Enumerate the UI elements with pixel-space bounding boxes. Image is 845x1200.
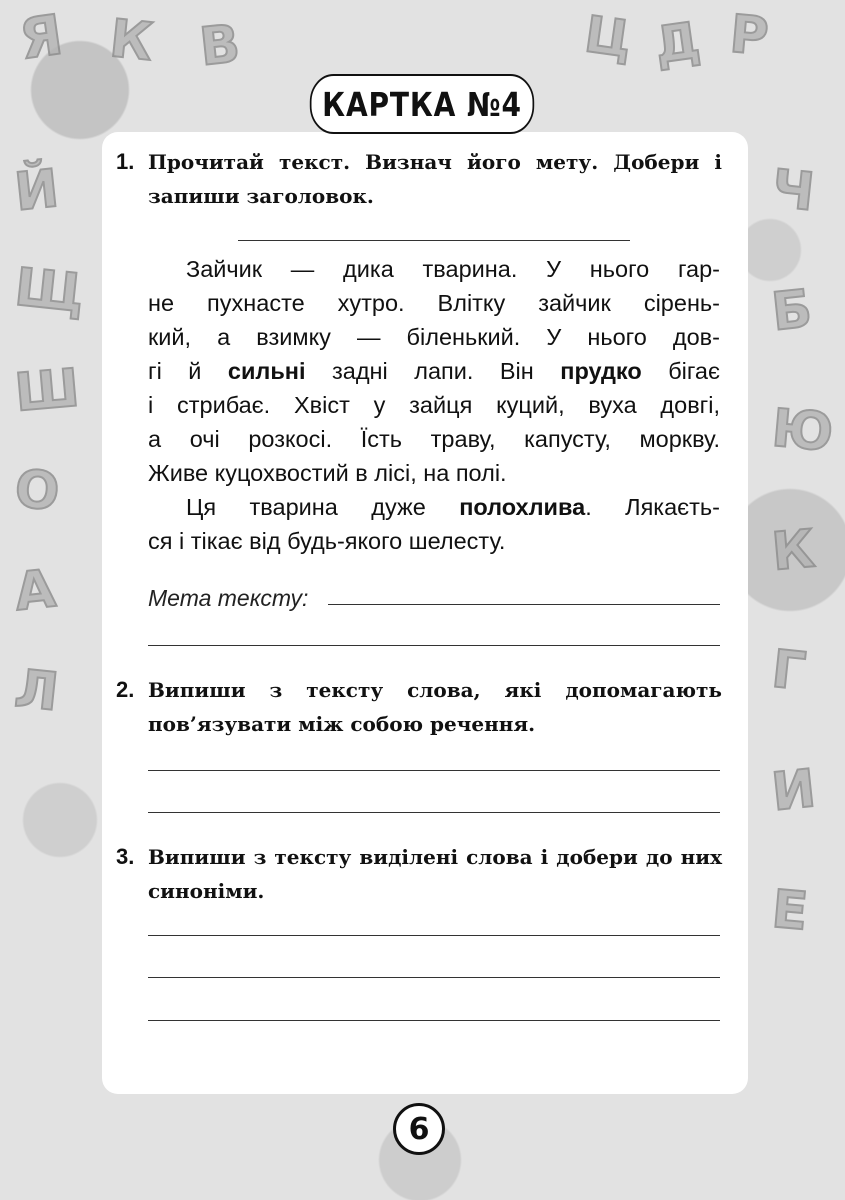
text-segment: не пухнасте хутро. Влітку зайчик сірень-	[148, 290, 720, 316]
decor-letter: Щ	[12, 257, 87, 325]
task-number: 3.	[116, 844, 135, 869]
text-line	[148, 456, 720, 490]
text-segment: задні лапи. Він	[305, 358, 561, 384]
highlighted-word: полохлива	[459, 494, 586, 520]
decor-letter: Ю	[769, 398, 836, 464]
goal-answer-line[interactable]	[148, 645, 720, 646]
decor-letter: К	[106, 8, 156, 74]
highlighted-word: сильні	[227, 358, 306, 384]
answer-line[interactable]	[148, 1020, 720, 1021]
text-segment: Живе куцохвостий в лісі, на полі.	[148, 460, 507, 486]
answer-line[interactable]	[148, 977, 720, 978]
text-line	[148, 354, 720, 388]
decor-letter: Е	[769, 879, 811, 943]
answer-line[interactable]	[148, 812, 720, 813]
decor-letter: О	[12, 459, 62, 523]
task-text: Випиши з тексту слова, які допомагають пов’язувати між собою речення.	[148, 678, 722, 736]
decor-letter: В	[196, 14, 243, 78]
reading-text	[148, 252, 720, 558]
task-text: Прочитай текст. Визнач його мету. Добери і запиши заголовок.	[148, 150, 722, 208]
text-line	[148, 388, 720, 422]
text-segment: бігає	[641, 358, 720, 384]
decor-letter: А	[11, 559, 59, 623]
answer-line[interactable]	[148, 935, 720, 936]
decor-letter: Л	[11, 658, 62, 724]
decor-letter: Б	[768, 279, 815, 343]
text-line	[148, 422, 720, 456]
highlighted-word: прудко	[560, 358, 642, 384]
decor-letter: Й	[11, 158, 62, 224]
page-number: 6	[393, 1103, 445, 1155]
goal-answer-line[interactable]	[328, 604, 720, 605]
text-line	[148, 524, 720, 558]
decor-letter: И	[768, 758, 819, 824]
decor-letter: Г	[768, 639, 809, 703]
decor-letter: Я	[15, 2, 67, 72]
decor-letter: Ш	[12, 358, 82, 424]
text-segment: . Лякаєть-	[585, 494, 720, 520]
decor-letter: Ц	[581, 5, 636, 69]
decor-letter: Ч	[768, 158, 818, 224]
text-segment: і стрибає. Хвіст у зайця куций, вуха довгі,	[148, 392, 720, 418]
text-segment: Зайчик — дика тварина. У нього гар-	[186, 256, 720, 282]
text-line	[148, 490, 720, 524]
card-title: КАРТКА №4	[310, 74, 534, 134]
text-segment: Ця тварина дуже	[186, 494, 460, 520]
text-segment: кий, а взимку — біленький. У нього дов-	[148, 324, 720, 350]
text-line	[148, 320, 720, 354]
answer-line[interactable]	[148, 770, 720, 771]
task-1	[116, 145, 722, 213]
task-number: 1.	[116, 149, 135, 174]
task-number: 2.	[116, 677, 135, 702]
decor-letter: Р	[727, 4, 771, 68]
task-text: Випиши з тексту виділені слова і добери до них синоніми.	[148, 845, 722, 903]
decor-letter: Д	[651, 11, 704, 75]
task-3	[116, 840, 722, 908]
text-line	[148, 286, 720, 320]
decor-letter: К	[769, 519, 818, 583]
task-2	[116, 673, 722, 741]
goal-label: Мета тексту:	[148, 585, 309, 611]
text-line	[148, 252, 720, 286]
text-segment: ся і тікає від будь-якого шелесту.	[148, 528, 506, 554]
text-segment: а очі розкосі. Їсть траву, капусту, моркву.	[148, 426, 720, 452]
title-answer-line[interactable]	[238, 240, 630, 241]
text-segment: гі й	[148, 358, 228, 384]
